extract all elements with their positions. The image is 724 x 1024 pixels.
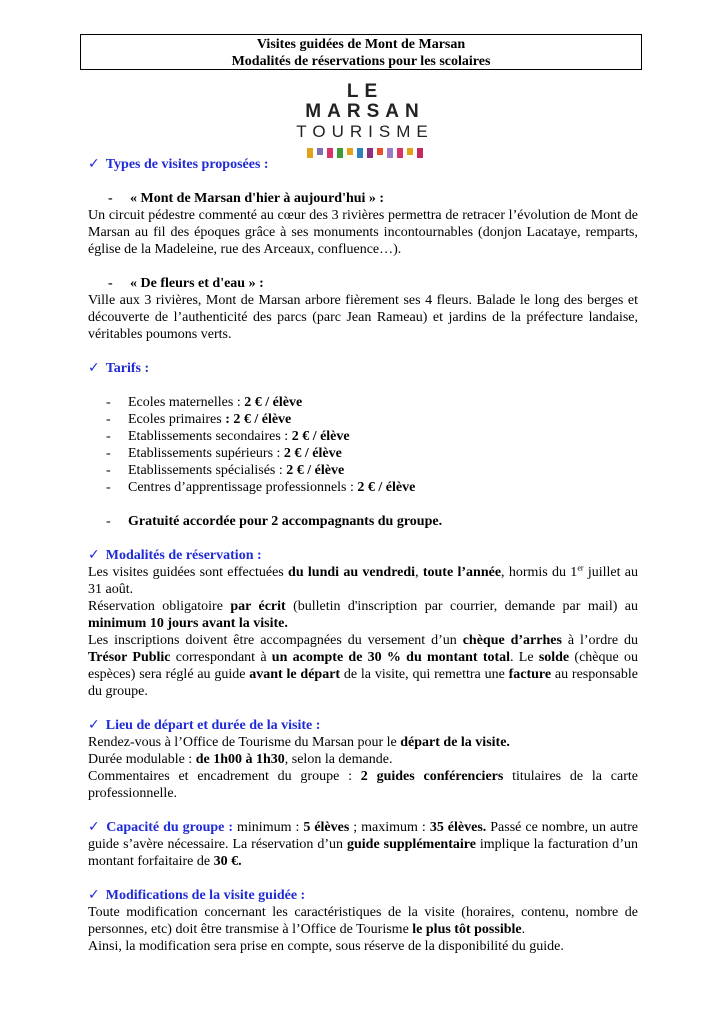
list-item: - Etablissements secondaires : 2 € / élève <box>106 429 350 444</box>
logo-bar <box>317 148 323 155</box>
dash-icon: - <box>108 276 113 291</box>
le-marsan-tourisme-logo <box>290 82 440 142</box>
list-item: - Ecoles maternelles : 2 € / élève <box>106 395 303 410</box>
list-item: - Etablissements supérieurs : 2 € / élève <box>106 446 342 461</box>
lieu-paragraph-3: Commentaires et encadrement du groupe : 2 guides conférenciers titulaires de la carte professionnelle. <box>88 769 638 801</box>
logo-text-line2: TOURISME <box>296 122 434 141</box>
section-lieu-heading: ✓ Lieu de départ et durée de la visite : <box>88 717 321 733</box>
modifications-paragraph-2: Ainsi, la modification sera prise en compte, sous réserve de la disponibilité du guide. <box>88 939 564 954</box>
list-item: - Ecoles primaires : 2 € / élève <box>106 412 292 427</box>
visit1-heading: - « Mont de Marsan d'hier à aujourd'hui » : <box>108 191 385 206</box>
reservation-paragraph-1: Les visites guidées sont effectuées du lundi au vendredi, toute l’année, hormis du 1er juillet au 31 août. <box>88 563 638 597</box>
logo-bar <box>377 148 383 155</box>
visit2-heading: - « De fleurs et d'eau » : <box>108 276 264 291</box>
section-reservation-heading: ✓ Modalités de réservation : <box>88 547 262 563</box>
logo-bar <box>347 148 353 155</box>
visit2-description: Ville aux 3 rivières, Mont de Marsan arbore fièrement ses 4 fleurs. Balade le long des berges et découverte de l’authenticité des parcs (parc Jean Rameau) et jardins de la préfecture landaise, véritables poumons verts. <box>88 293 638 342</box>
lieu-paragraph-1: Rendez-vous à l’Office de Tourisme du Marsan pour le départ de la visite. <box>88 735 510 750</box>
dash-icon: - <box>108 191 113 206</box>
reservation-paragraph-3: Les inscriptions doivent être accompagnées du versement d’un chèque d’arrhes à l’ordre du Trésor Public correspondant à un acompte de 30 % du montant total. Le solde (chèque ou espèces) sera réglé au guide avant le départ de la visite, qui remettra une facture au responsable du groupe. <box>88 633 639 699</box>
lieu-paragraph-2: Durée modulable : de 1h00 à 1h30, selon la demande. <box>88 752 393 767</box>
logo-bar <box>407 148 413 155</box>
document-subtitle: Modalités de réservations pour les scolaires <box>231 54 491 69</box>
list-item: - Centres d’apprentissage professionnels : 2 € / élève <box>106 480 416 495</box>
visit1-description: Un circuit pédestre commenté au cœur des 3 rivières permettra de retracer l’évolution de Mont de Marsan au fil des époques grâce à ses monuments incontournables (donjon Lacataye, remparts, église de la Madeleine, rue des Arceaux, confluence…). <box>88 208 638 257</box>
section-capacite: ✓ Capacité du groupe : minimum : 5 élèves ; maximum : 35 élèves. Passé ce nombre, un autre guide s’avère nécessaire. La réservation d’un guide supplémentaire implique la facturation d’un montant forfaitaire de 30 €. <box>88 819 638 869</box>
check-icon: ✓ <box>88 547 100 563</box>
logo-text-line1: LE MARSAN <box>305 81 425 122</box>
document-title: Visites guidées de Mont de Marsan <box>256 37 466 52</box>
check-icon: ✓ <box>88 360 100 376</box>
section-types-heading: ✓ Types de visites proposées : <box>88 156 269 172</box>
section-tarifs-heading: ✓ Tarifs : <box>88 360 150 376</box>
check-icon: ✓ <box>88 156 100 172</box>
check-icon: ✓ <box>88 887 100 903</box>
free-accompaniment-note: - Gratuité accordée pour 2 accompagnants du groupe. <box>106 514 443 529</box>
modifications-paragraph-1: Toute modification concernant les caractéristiques de la visite (horaires, contenu, nombre de personnes, etc) doit être transmise à l’Office de Tourisme le plus tôt possible. <box>88 905 638 937</box>
document-body <box>88 156 638 955</box>
reservation-paragraph-2: Réservation obligatoire par écrit (bulletin d'inscription par courrier, demande par mail) au minimum 10 jours avant la visite. <box>88 599 638 631</box>
check-icon: ✓ <box>88 819 101 835</box>
list-item: - Etablissements spécialisés : 2 € / élève <box>106 463 345 478</box>
document-title-box <box>80 34 642 70</box>
tarifs-list <box>88 394 638 496</box>
section-modifications-heading: ✓ Modifications de la visite guidée : <box>88 887 306 903</box>
check-icon: ✓ <box>88 717 100 733</box>
